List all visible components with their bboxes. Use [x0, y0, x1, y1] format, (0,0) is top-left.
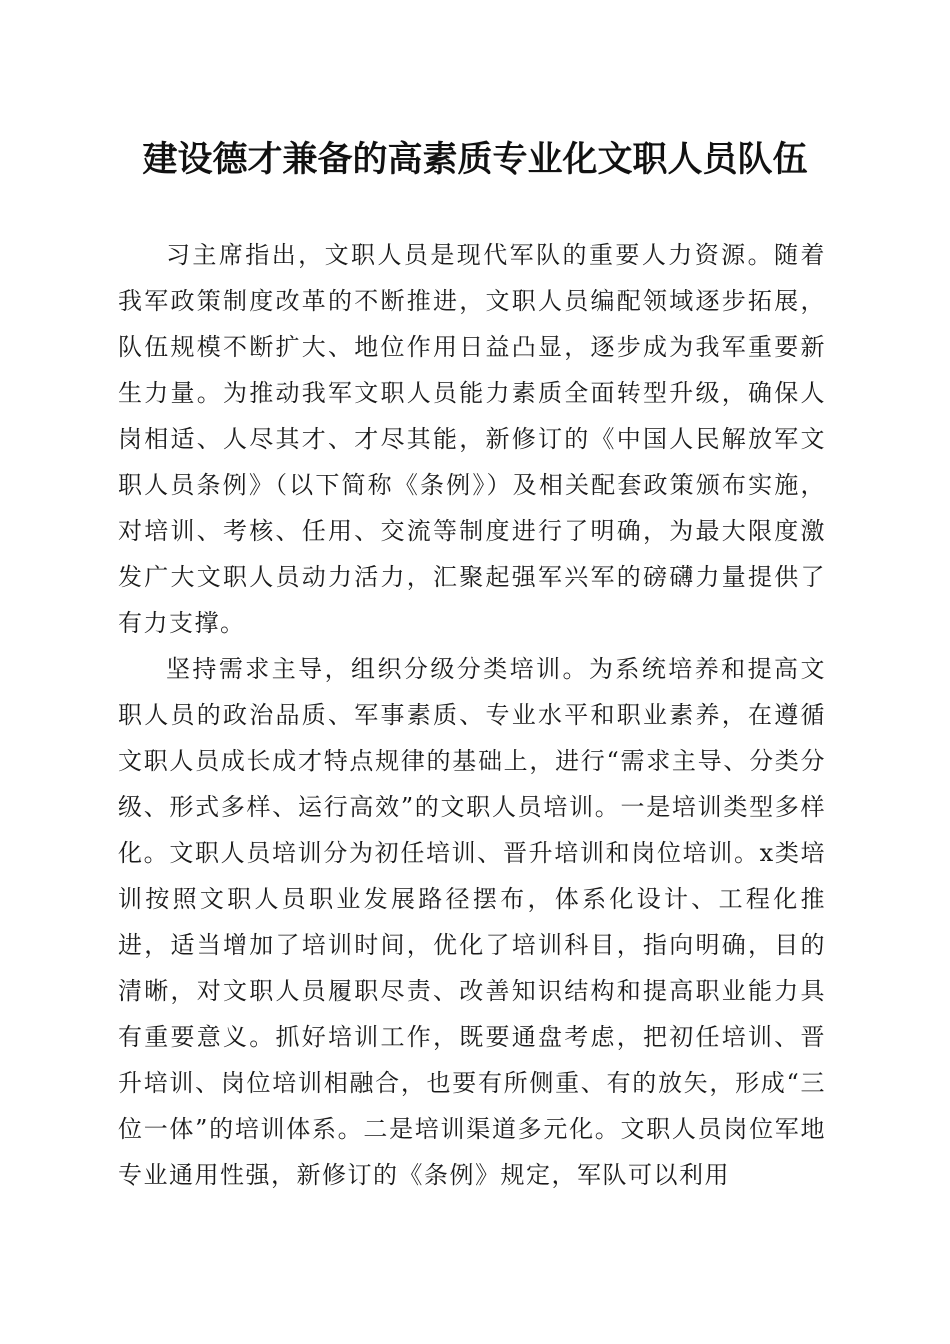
paragraph-intro: 习主席指出，文职人员是现代军队的重要人力资源。随着我军政策制度改革的不断推进，文职人员编配领域逐步拓展，队伍规模不断扩大、地位作用日益凸显，逐步成为我军重要新生力量。为推动我军文职人员能力素质全面转型升级，确保人岗相适、人尽其才、才尽其能，新修订的《中国人民解放军文职人员条例》（以下简称《条例》）及相关配套政策颁布实施，对培训、考核、任用、交流等制度进行了明确，为最大限度激发广大文职人员动力活力，汇聚起强军兴军的磅礴力量提供了有力支撑。: [118, 241, 826, 637]
paragraph-training: 坚持需求主导，组织分级分类培训。为系统培养和提高文职人员的政治品质、军事素质、专业水平和职业素养，在遵循文职人员成长成才特点规律的基础上，进行“需求主导、分类分级、形式多样、运行高效”的文职人员培训。一是培训类型多样化。文职人员培训分为初任培训、晋升培训和岗位培训。x类培训按照文职人员职业发展路径摆布，体系化设计、工程化推进，适当增加了培训时间，优化了培训科目，指向明确，目的清晰，对文职人员履职尽责、改善知识结构和提高职业能力具有重要意义。抓好培训工作，既要通盘考虑，把初任培训、晋升培训、岗位培训相融合，也要有所侧重、有的放矢，形成“三位一体”的培训体系。二是培训渠道多元化。文职人员岗位军地专业通用性强，新修订的《条例》规定，军队可以利用: [118, 655, 826, 1189]
document-title: 建设德才兼备的高素质专业化文职人员队伍: [142, 139, 808, 180]
document-body: [118, 232, 826, 1198]
